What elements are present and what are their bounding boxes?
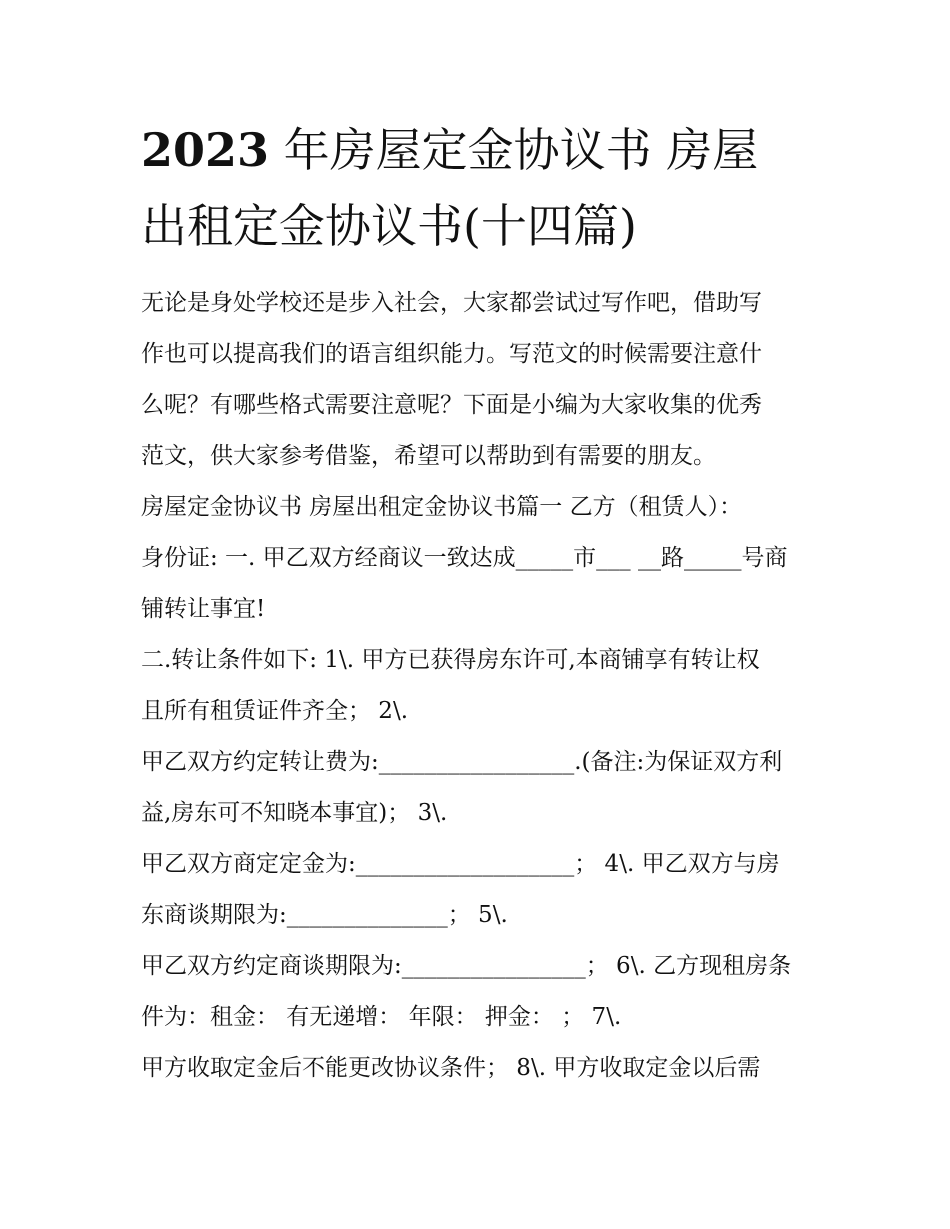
text-line: 甲方收取定金后不能更改协议条件； 8\. 甲方收取定金以后需 bbox=[141, 1055, 761, 1081]
text-line: 甲乙双方商定定金为:___________________； 4\. 甲乙双方与房 bbox=[141, 851, 780, 877]
title-line-1 bbox=[141, 112, 821, 188]
agreement-paragraph-2 bbox=[141, 635, 811, 737]
agreement-paragraph-5 bbox=[141, 941, 811, 1043]
title-line-1-text: 年房屋定金协议书 房屋 bbox=[269, 123, 759, 177]
text-line: 么呢？有哪些格式需要注意呢？下面是小编为大家收集的优秀 bbox=[141, 392, 762, 418]
text-line: 益,房东可不知晓本事宜)； 3\. bbox=[141, 800, 448, 826]
document-body bbox=[141, 278, 811, 1094]
text-line: 件为：租金： 有无递增： 年限： 押金： ； 7\. bbox=[141, 1004, 622, 1030]
text-line: 无论是身处学校还是步入社会，大家都尝试过写作吧，借助写 bbox=[141, 290, 762, 316]
title-line-2: 出租定金协议书(十四篇) bbox=[141, 199, 637, 253]
document-title bbox=[141, 112, 821, 264]
agreement-paragraph-4 bbox=[141, 839, 811, 941]
agreement-paragraph-6 bbox=[141, 1043, 811, 1094]
text-line: 二.转让条件如下: 1\. 甲方已获得房东许可,本商铺享有转让权 bbox=[141, 647, 760, 673]
text-line: 作也可以提高我们的语言组织能力。写范文的时候需要注意什 bbox=[141, 341, 762, 367]
text-line: 且所有租赁证件齐全； 2\. bbox=[141, 698, 409, 724]
agreement-paragraph-1 bbox=[141, 482, 811, 635]
title-year: 2023 bbox=[141, 123, 270, 177]
text-line: 东商谈期限为:______________； 5\. bbox=[141, 902, 508, 928]
agreement-paragraph-3 bbox=[141, 737, 811, 839]
text-line: 铺转让事宜! bbox=[141, 596, 266, 622]
text-line: 身份证: 一. 甲乙双方经商议一致达成_____市___ __路_____号商 bbox=[141, 545, 788, 571]
intro-paragraph bbox=[141, 278, 811, 482]
text-line: 范文，供大家参考借鉴，希望可以帮助到有需要的朋友。 bbox=[141, 443, 716, 469]
text-line: 甲乙双方约定商谈期限为:________________； 6\. 乙方现租房条 bbox=[141, 953, 792, 979]
text-line: 房屋定金协议书 房屋出租定金协议书篇一 乙方（租赁人）： bbox=[141, 494, 743, 520]
text-line: 甲乙双方约定转让费为:_________________.(备注:为保证双方利 bbox=[141, 749, 783, 775]
